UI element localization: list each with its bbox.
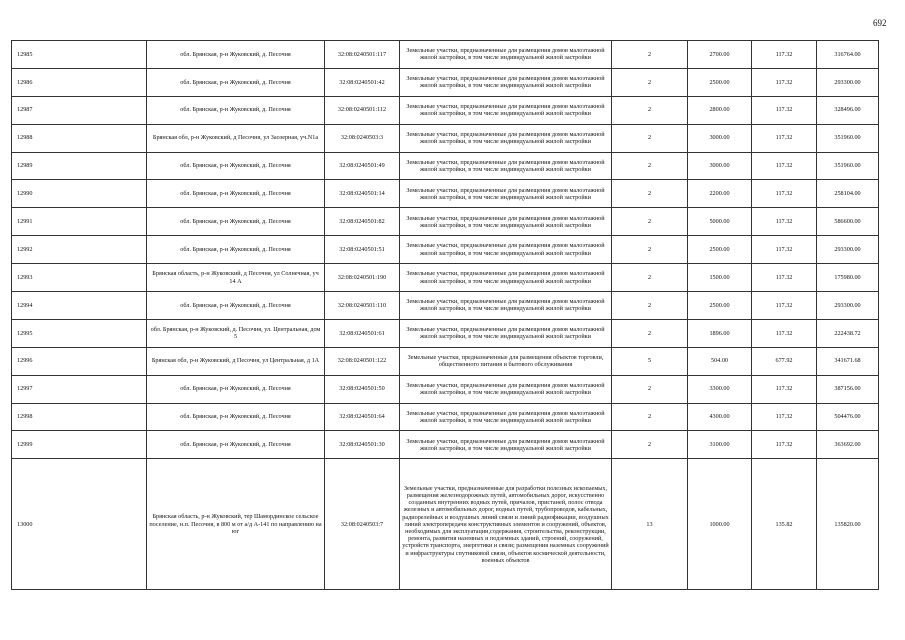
cell-specific-value: 117.32	[752, 124, 817, 152]
cell-group-code: 2	[612, 236, 688, 264]
cell-area: 3300.00	[688, 375, 752, 403]
cell-cadastral-value: 222438.72	[817, 319, 879, 347]
cell-area: 1896.00	[688, 319, 752, 347]
table-row	[12, 236, 879, 264]
table-row	[12, 124, 879, 152]
cell-land-purpose: Земельные участки, предназначенные для размещения домов малоэтажной жилой застройки, в том числе индивидуальной жилой застройки	[400, 292, 612, 320]
cell-specific-value: 117.32	[752, 292, 817, 320]
cell-cadastral-number: 32:08:0240501:42	[325, 68, 400, 96]
cell-address: обл. Брянская, р-н Жуковский, д. Песочня	[147, 41, 325, 69]
cell-specific-value: 117.32	[752, 96, 817, 124]
cell-specific-value: 677.92	[752, 347, 817, 375]
cell-row-number: 12993	[12, 264, 147, 292]
cell-cadastral-value: 293300.00	[817, 292, 879, 320]
cell-area: 504.00	[688, 347, 752, 375]
cell-specific-value: 117.32	[752, 180, 817, 208]
cell-cadastral-value: 387156.00	[817, 375, 879, 403]
cell-row-number: 12999	[12, 431, 147, 459]
cell-area: 3000.00	[688, 152, 752, 180]
cell-area: 1500.00	[688, 264, 752, 292]
cadastral-value-table	[11, 40, 879, 590]
cell-group-code: 2	[612, 292, 688, 320]
cell-cadastral-value: 135820.00	[817, 459, 879, 590]
table-row	[12, 431, 879, 459]
cell-cadastral-number: 32:08:0240501:61	[325, 319, 400, 347]
cell-cadastral-number: 32:08:0240501:117	[325, 41, 400, 69]
cell-cadastral-value: 258104.00	[817, 180, 879, 208]
cell-address: обл. Брянская, р-н Жуковский, д. Песочня	[147, 292, 325, 320]
cell-specific-value: 117.32	[752, 264, 817, 292]
cell-group-code: 2	[612, 403, 688, 431]
table-row	[12, 96, 879, 124]
cell-row-number: 12990	[12, 180, 147, 208]
cell-area: 2700.00	[688, 41, 752, 69]
cell-row-number: 12985	[12, 41, 147, 69]
cell-row-number: 12998	[12, 403, 147, 431]
cell-cadastral-number: 32:08:0240503:3	[325, 124, 400, 152]
cell-land-purpose: Земельные участки, предназначенные для размещения домов малоэтажной жилой застройки, в том числе индивидуальной жилой застройки	[400, 264, 612, 292]
cell-address: обл. Брянская, р-н Жуковский, д. Песочня, ул. Центральная, дом 5	[147, 319, 325, 347]
table-row	[12, 208, 879, 236]
cell-cadastral-value: 328496.00	[817, 96, 879, 124]
cell-address: Брянская обл, р-н Жуковский, д Песочня, ул Центральная, д 1А	[147, 347, 325, 375]
cell-specific-value: 135.82	[752, 459, 817, 590]
table-row	[12, 403, 879, 431]
cell-specific-value: 117.32	[752, 68, 817, 96]
table-row	[12, 68, 879, 96]
cell-address: обл. Брянская, р-н Жуковский, д. Песочня	[147, 236, 325, 264]
cell-land-purpose: Земельные участки, предназначенные для размещения домов малоэтажной жилой застройки, в том числе индивидуальной жилой застройки	[400, 319, 612, 347]
cell-group-code: 2	[612, 264, 688, 292]
cell-area: 3000.00	[688, 124, 752, 152]
cell-group-code: 2	[612, 124, 688, 152]
cell-group-code: 2	[612, 208, 688, 236]
cell-area: 1000.00	[688, 459, 752, 590]
cell-cadastral-value: 351960.00	[817, 124, 879, 152]
cell-cadastral-value: 504476.00	[817, 403, 879, 431]
cell-row-number: 13000	[12, 459, 147, 590]
cell-row-number: 12988	[12, 124, 147, 152]
table-body	[12, 41, 879, 590]
cell-area: 3100.00	[688, 431, 752, 459]
cell-row-number: 12996	[12, 347, 147, 375]
cell-address: Брянская область, р-н Жуковский, д Песочня, ул Солнечная, уч 14 А	[147, 264, 325, 292]
cell-cadastral-number: 32:08:0240503:7	[325, 459, 400, 590]
cell-cadastral-number: 32:08:0240501:64	[325, 403, 400, 431]
cell-cadastral-number: 32:08:0240501:51	[325, 236, 400, 264]
cell-land-purpose: Земельные участки, предназначенные для размещения домов малоэтажной жилой застройки, в том числе индивидуальной жилой застройки	[400, 96, 612, 124]
cell-specific-value: 117.32	[752, 403, 817, 431]
cell-area: 2500.00	[688, 292, 752, 320]
cell-cadastral-value: 293300.00	[817, 236, 879, 264]
cell-cadastral-number: 32:08:0240501:190	[325, 264, 400, 292]
cell-group-code: 2	[612, 375, 688, 403]
cell-area: 5000.00	[688, 208, 752, 236]
table-row	[12, 459, 879, 590]
cell-land-purpose: Земельные участки, предназначенные для размещения домов малоэтажной жилой застройки, в том числе индивидуальной жилой застройки	[400, 68, 612, 96]
table-row	[12, 41, 879, 69]
cell-specific-value: 117.32	[752, 208, 817, 236]
cell-row-number: 12997	[12, 375, 147, 403]
cell-cadastral-value: 586600.00	[817, 208, 879, 236]
cell-address: обл. Брянская, р-н Жуковский, д. Песочня	[147, 208, 325, 236]
cell-group-code: 2	[612, 319, 688, 347]
cell-specific-value: 117.32	[752, 375, 817, 403]
table-row	[12, 152, 879, 180]
cell-area: 2500.00	[688, 236, 752, 264]
cell-address: обл. Брянская, р-н Жуковский, д. Песочня	[147, 68, 325, 96]
table-row	[12, 347, 879, 375]
table-row	[12, 180, 879, 208]
cell-group-code: 2	[612, 96, 688, 124]
cell-land-purpose: Земельные участки, предназначенные для разработки полезных ископаемых, размещения железнодорожных путей, автомобильных дорог, искусственно созданных внутренних водных путей, причалов, пристаней, полос отвода железных и автомобильных дорог, водных путей, трубопроводов, кабельных, радиорелейных и воздушных линий связи и линий радиофикации, воздушных линий электропередачи конструктивных элементов и сооружений, объектов, необходимых для эксплуатации,содержания, строительства, реконструкции, ремонта, развития наземных и подземных зданий, строений, сооружений, устройств транспорта, энергетики и связи; размещения наземных сооружений и инфраструктуры спутниковой связи, объектов космической деятельности, военных объектов	[400, 459, 612, 590]
cell-cadastral-number: 32:08:0240501:112	[325, 96, 400, 124]
cell-land-purpose: Земельные участки, предназначенные для размещения домов малоэтажной жилой застройки, в том числе индивидуальной жилой застройки	[400, 403, 612, 431]
cell-specific-value: 117.32	[752, 152, 817, 180]
cell-row-number: 12994	[12, 292, 147, 320]
cell-cadastral-number: 32:08:0240501:30	[325, 431, 400, 459]
cell-group-code: 13	[612, 459, 688, 590]
cell-cadastral-value: 175980.00	[817, 264, 879, 292]
cell-land-purpose: Земельные участки, предназначенные для размещения домов малоэтажной жилой застройки, в том числе индивидуальной жилой застройки	[400, 375, 612, 403]
cell-specific-value: 117.32	[752, 319, 817, 347]
table-row	[12, 292, 879, 320]
cell-cadastral-value: 316764.00	[817, 41, 879, 69]
cell-group-code: 2	[612, 431, 688, 459]
cell-area: 2800.00	[688, 96, 752, 124]
cell-row-number: 12987	[12, 96, 147, 124]
cell-land-purpose: Земельные участки, предназначенные для размещения домов малоэтажной жилой застройки, в том числе индивидуальной жилой застройки	[400, 180, 612, 208]
cell-row-number: 12992	[12, 236, 147, 264]
cell-group-code: 5	[612, 347, 688, 375]
cell-group-code: 2	[612, 41, 688, 69]
cell-address: обл. Брянская, р-н Жуковский, д. Песочня	[147, 403, 325, 431]
cell-area: 4300.00	[688, 403, 752, 431]
cell-land-purpose: Земельные участки, предназначенные для размещения домов малоэтажной жилой застройки, в том числе индивидуальной жилой застройки	[400, 431, 612, 459]
cell-address: Брянская область, р-н Жуковский, тер Шамординское сельское поселение, н.п. Песочня, в 800 м от а/д А-141 по направлению на юг	[147, 459, 325, 590]
cell-land-purpose: Земельные участки, предназначенные для размещения домов малоэтажной жилой застройки, в том числе индивидуальной жилой застройки	[400, 41, 612, 69]
cell-address: обл. Брянская, р-н Жуковский, д. Песочня	[147, 96, 325, 124]
cell-group-code: 2	[612, 152, 688, 180]
table-row	[12, 375, 879, 403]
cell-group-code: 2	[612, 68, 688, 96]
cell-address: обл. Брянская, р-н Жуковский, д. Песочня	[147, 375, 325, 403]
cell-cadastral-number: 32:08:0240501:49	[325, 152, 400, 180]
cell-address: Брянская обл, р-н Жуковский, д Песочня, ул Заозерная, уч.N1а	[147, 124, 325, 152]
cell-land-purpose: Земельные участки, предназначенные для размещения домов малоэтажной жилой застройки, в том числе индивидуальной жилой застройки	[400, 124, 612, 152]
table-row	[12, 319, 879, 347]
cell-address: обл. Брянская, р-н Жуковский, д. Песочня	[147, 180, 325, 208]
cell-row-number: 12995	[12, 319, 147, 347]
cell-land-purpose: Земельные участки, предназначенные для размещения домов малоэтажной жилой застройки, в том числе индивидуальной жилой застройки	[400, 236, 612, 264]
cell-row-number: 12989	[12, 152, 147, 180]
cell-land-purpose: Земельные участки, предназначенные для размещения домов малоэтажной жилой застройки, в том числе индивидуальной жилой застройки	[400, 152, 612, 180]
cell-cadastral-number: 32:08:0240501:110	[325, 292, 400, 320]
page-number: 692	[873, 18, 887, 28]
cell-group-code: 2	[612, 180, 688, 208]
cell-address: обл. Брянская, р-н Жуковский, д. Песочня	[147, 431, 325, 459]
cell-area: 2200.00	[688, 180, 752, 208]
cell-area: 2500.00	[688, 68, 752, 96]
cell-specific-value: 117.32	[752, 236, 817, 264]
cell-land-purpose: Земельные участки, предназначенные для размещения объектов торговли, общественного питания и бытового обслуживания	[400, 347, 612, 375]
cell-cadastral-number: 32:08:0240501:50	[325, 375, 400, 403]
cell-specific-value: 117.32	[752, 41, 817, 69]
cell-cadastral-value: 341671.68	[817, 347, 879, 375]
cell-row-number: 12986	[12, 68, 147, 96]
cell-specific-value: 117.32	[752, 431, 817, 459]
cell-land-purpose: Земельные участки, предназначенные для размещения домов малоэтажной жилой застройки, в том числе индивидуальной жилой застройки	[400, 208, 612, 236]
cell-address: обл. Брянская, р-н Жуковский, д. Песочня	[147, 152, 325, 180]
cell-cadastral-number: 32:08:0240501:14	[325, 180, 400, 208]
table-row	[12, 264, 879, 292]
cell-cadastral-number: 32:08:0240501:82	[325, 208, 400, 236]
cell-cadastral-value: 293300.00	[817, 68, 879, 96]
cell-row-number: 12991	[12, 208, 147, 236]
cell-cadastral-value: 351960.00	[817, 152, 879, 180]
cell-cadastral-value: 363692.00	[817, 431, 879, 459]
cell-cadastral-number: 32:08:0240501:122	[325, 347, 400, 375]
